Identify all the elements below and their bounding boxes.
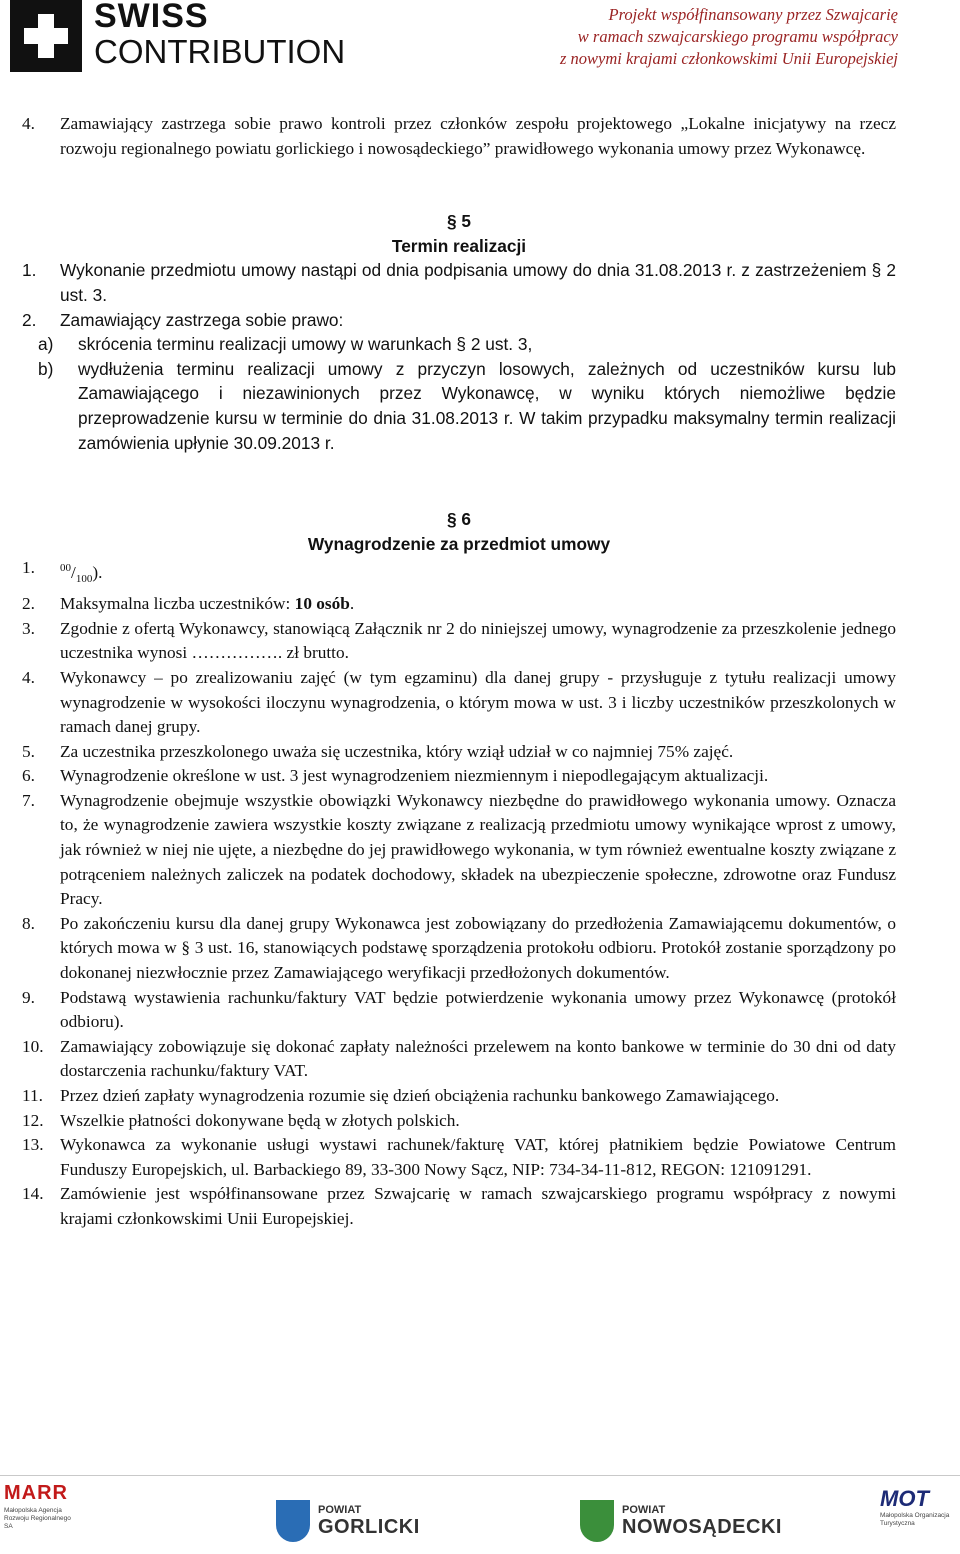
item-number: 13. [22,1135,44,1155]
list-item [22,912,896,986]
footer-divider [0,1475,960,1476]
cofinancing-note-line: z nowymi krajami członkowskimi Unii Europejskiej [559,49,898,68]
logo-text: GORLICKI [318,1516,420,1538]
sub-item [22,357,896,455]
list-item [22,740,896,765]
powiat-gorlicki-logo [276,1488,420,1554]
marr-logo-text: MARR [4,1482,68,1504]
item-number: 1. [22,260,37,281]
mot-logo-subtext: Małopolska Organizacja Turystyczna [880,1512,950,1527]
logo-text-contribution: CONTRIBUTION [94,33,346,70]
item-text: Wszelkie płatności dokonywane będą w złotych polskich. [60,1110,460,1130]
list-item [22,666,896,740]
item-number: 3. [22,618,35,638]
marr-logo [4,1482,80,1548]
list-item [22,592,896,617]
item-text: Zamawiający zastrzega sobie prawo kontroli przez członków zespołu projektowego „Lokalne inicjatywy na rzecz rozwoju regionalnego powiatu gorlickiego i nowosądeckiego” prawidłowego wykonania umowy przez Wykonawcę. [60,114,896,158]
item-number: 10. [22,1036,44,1056]
item-number: 4. [22,114,35,133]
item-text: Zamawiający zastrzega sobie prawo: [60,309,344,330]
list-item [22,986,896,1035]
logo-text: POWIAT [622,1504,666,1516]
mot-logo-text: MOT [880,1486,929,1511]
section-number: § 5 [446,211,472,232]
item-text: Wynagrodzenie określone w ust. 3 jest wynagrodzeniem niezmiennym i niepodlegającym aktualizacji. [60,766,769,786]
item-text: Po zakończeniu kursu dla danej grupy Wykonawca jest zobowiązany do przedłożenia Zamawiającemu dokumentów, o których mowa w § 3 ust. 16, stanowiących podstawę sporządzenia protokołu odbioru. Protokół zostanie sporządzony po dokonanej niezwłocznie przez Zamawiającego weryfikacji przedłożonych dokumentów. [60,913,896,983]
item-text: Wynagrodzenie obejmuje wszystkie obowiązki Wykonawcy niezbędne do prawidłowego wykonania umowy. Oznacza to, że wynagrodzenie zawiera wszystkie koszty związane z realizacją przedmiotu umowy wynikające wprost z umowy, jak również w niej nie ujęte, a niezbędne do jej prawidłowego wykonania, w tym również ewentualne koszty związane z potrąceniem należnych zaliczek na podatek dochodowy, składek na ubezpieczenie społeczne, zdrowotne oraz Fundusz Pracy. [60,790,896,909]
item-number: 7. [22,790,35,810]
sub-item-letter: a) [38,334,54,355]
item-number: 12. [22,1110,44,1130]
powiat-nowosadecki-logo [580,1488,782,1554]
list-item [22,617,896,666]
page-header [0,0,960,78]
item-text: Wykonawca za wykonanie usługi wystawi rachunek/fakturę VAT, której płatnikiem będzie Powiatowe Centrum Funduszy Europejskich, ul. Barbackiego 89, 33-300 Nowy Sącz, NIP: 734-34-11-812, REGON: 121091291. [60,1135,896,1179]
sub-item-text: wydłużenia terminu realizacji umowy z przyczyn losowych, zależnych od uczestników kursu lub Zamawiającego i niezawinionych przez Wykonawcę, w wyniku których niemożliwe będzie przeprowadzenie kursu w terminie do dnia 31.08.2013 r. W takim przypadku maksymalny termin realizacji zamówienia upłynie 30.09.2013 r. [78,358,896,453]
list-item [22,1109,896,1134]
item-text: Maksymalna liczba uczestników: 10 osób. [60,594,355,614]
sub-item [22,332,896,357]
item-text: Zamówienie jest współfinansowane przez Szwajcarię w ramach szwajcarskiego programu współpracy z nowymi krajami członkowskimi Unii Europejskiej. [60,1184,896,1228]
list-item [22,789,896,912]
item-number: 11. [22,1086,43,1105]
document-body [22,112,896,1232]
sub-item-letter: b) [38,358,54,379]
item-number: 5. [22,741,35,761]
item-number: 14. [22,1184,44,1204]
list-item [22,308,896,333]
list-item [22,1084,896,1109]
item-text: $^{00}/_{100}$). [60,562,103,586]
item-text: Wykonawcy – po zrealizowaniu zajęć (w tym egzaminu) dla danej grupy - przysługuje z tytułu realizacji umowy wynagrodzenie w wysokości iloczynu wynagrodzenia, o którym mowa w ust. 3 i liczby uczestników przeszkolonych w ramach danej grupy. [60,667,896,737]
gorlice-crest-icon [276,1500,310,1542]
list-item [22,258,896,307]
cofinancing-note [560,4,898,70]
logo-text-swiss: SWISS [94,0,209,35]
list-item [22,556,896,592]
item-text: Za uczestnika przeszkolonego uważa się uczestnika, który wziął udział w co najmniej 75% zajęć. [60,741,734,761]
item-number: 1. [22,558,35,578]
paragraph-4 [22,112,896,161]
nowy-sacz-crest-icon [580,1500,614,1542]
item-number: 9. [22,987,35,1007]
sub-item-text: skrócenia terminu realizacji umowy w warunkach § 2 ust. 3, [78,334,533,355]
list-item [22,764,896,789]
logo-text: NOWOSĄDECKI [622,1516,782,1538]
item-number: 4. [22,667,35,687]
item-text: Zgodnie z ofertą Wykonawcy, stanowiącą Załącznik nr 2 do niniejszej umowy, wynagrodzenie za przeszkolenie jednego uczestnika wynosi ……………. zł brutto. [60,618,896,663]
logo-text: POWIAT [318,1504,362,1516]
mot-logo [880,1486,956,1552]
list-item [22,1133,896,1182]
item-number: 2. [22,594,35,614]
page-footer [0,1480,960,1552]
item-number: 6. [22,766,35,786]
swiss-cross-icon [10,0,82,72]
swiss-contribution-logo [10,0,346,72]
item-text: Wykonanie przedmiotu umowy nastąpi od dnia podpisania umowy do dnia 31.08.2013 r. z zastrzeżeniem § 2 ust. 3. [60,260,896,305]
cofinancing-note-line: Projekt współfinansowany przez Szwajcarię [608,5,898,24]
marr-logo-subtext: Małopolska Agencja Rozwoju Regionalnego SA [4,1507,71,1530]
list-item [22,1182,896,1231]
item-text: Przez dzień zapłaty wynagrodzenia rozumie się dzień obciążenia rachunku bankowego Zamawiającego. [60,1086,780,1105]
item-text: Zamawiający zobowiązuje się dokonać zapłaty należności przelewem na konto bankowe w terminie do 30 dni od daty dostarczenia rachunku/faktury VAT. [60,1036,896,1081]
cofinancing-note-line: w ramach szwajcarskiego programu współpracy [577,27,898,46]
item-text: Podstawą wystawienia rachunku/faktury VAT będzie potwierdzenie wykonania umowy przez Wykonawcę (protokół odbioru). [60,987,896,1032]
section-title: Termin realizacji [391,235,527,256]
item-number: 8. [22,913,35,933]
section-6-heading [22,507,896,556]
list-item [22,1035,896,1084]
section-number: § 6 [446,509,472,530]
section-5-heading [22,209,896,258]
section-title: Wynagrodzenie za przedmiot umowy [307,533,611,554]
item-number: 2. [22,309,37,330]
